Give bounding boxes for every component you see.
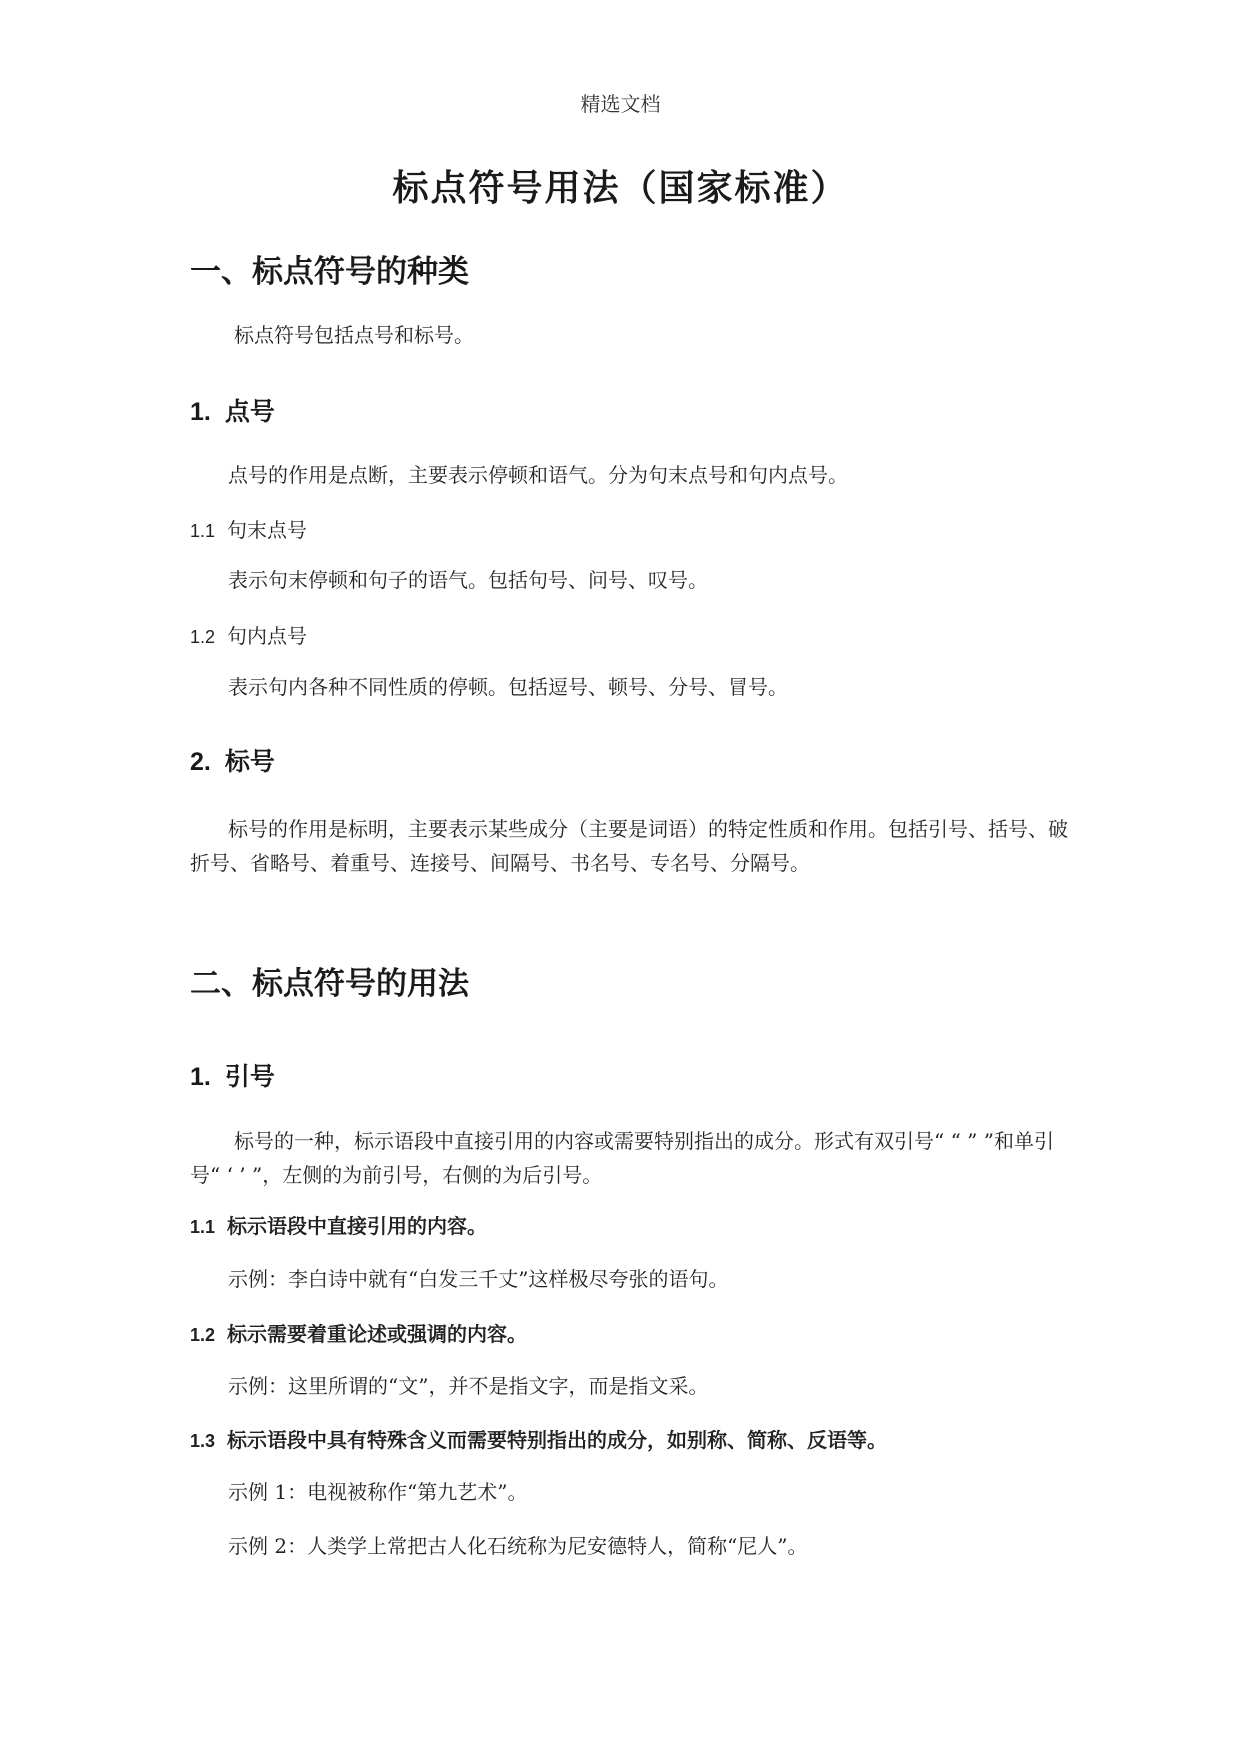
example-text: 示例：这里所谓的“文”，并不是指文字，而是指文采。 <box>228 1374 709 1398</box>
example-text: 示例 2：人类学上常把古人化石统称为尼安德特人，简称“尼人”。 <box>228 1534 808 1558</box>
section-2-sub-1-text: 标号的一种，标示语段中直接引用的内容或需要特别指出的成分。形式有双引号“ “ ” ”和单引号“ ‘ ’ ”，左侧的为前引号，右侧的为后引号。 <box>190 1129 1054 1187</box>
page-header: 精选文档 <box>580 92 661 116</box>
section-1-sub-1-text: 点号的作用是点断，主要表示停顿和语气。分为句末点号和句内点号。 <box>228 463 848 487</box>
heading-number: 1.2 <box>190 1325 216 1345</box>
section-1-intro: 标点符号包括点号和标号。 <box>234 323 474 347</box>
section-1-item-1-2-text: 表示句内各种不同性质的停顿。包括逗号、顿号、分号、冒号。 <box>228 675 788 699</box>
heading-text: 点号 <box>224 397 275 426</box>
section-1-sub-2-heading <box>190 742 275 778</box>
example-text: 示例：李白诗中就有“白发三千丈”这样极尽夸张的语句。 <box>228 1267 729 1291</box>
heading-text: 标示语段中直接引用的内容。 <box>227 1214 488 1238</box>
heading-number: 1.3 <box>190 1431 216 1451</box>
section-1-item-1-1-heading <box>190 514 307 543</box>
heading-text: 引号 <box>224 1062 275 1091</box>
heading-text: 标示语段中具有特殊含义而需要特别指出的成分，如别称、简称、反语等。 <box>227 1428 888 1452</box>
section-2-item-1-2-heading <box>190 1318 527 1347</box>
heading-number: 2. <box>190 748 211 776</box>
section-2-heading: 二、标点符号的用法 <box>190 966 469 1002</box>
heading-number: 1.1 <box>190 1217 216 1237</box>
heading-number: 1.2 <box>190 627 216 647</box>
heading-text: 句末点号 <box>227 518 308 542</box>
section-2-sub-1-heading <box>190 1057 275 1093</box>
section-1-item-1-2-heading <box>190 620 307 649</box>
section-2-item-1-1-heading <box>190 1210 487 1239</box>
heading-number: 1.1 <box>190 521 216 541</box>
section-1-sub-1-heading <box>190 392 275 428</box>
document-title: 标点符号用法（国家标准） <box>392 167 849 209</box>
section-1-heading: 一、标点符号的种类 <box>190 254 469 290</box>
section-1-sub-2-text: 标号的作用是标明，主要表示某些成分（主要是词语）的特定性质和作用。包括引号、括号、破折号、省略号、着重号、连接号、间隔号、书名号、专名号、分隔号。 <box>190 817 1068 875</box>
heading-text: 标号 <box>224 747 275 776</box>
section-1-item-1-1-text: 表示句末停顿和句子的语气。包括句号、问号、叹号。 <box>228 568 708 592</box>
heading-text: 标示需要着重论述或强调的内容。 <box>227 1322 528 1346</box>
heading-text: 句内点号 <box>227 624 308 648</box>
heading-number: 1. <box>190 1063 211 1091</box>
example-text: 示例 1：电视被称作“第九艺术”。 <box>228 1480 528 1504</box>
section-2-item-1-3-heading <box>190 1424 887 1453</box>
heading-number: 1. <box>190 398 211 426</box>
